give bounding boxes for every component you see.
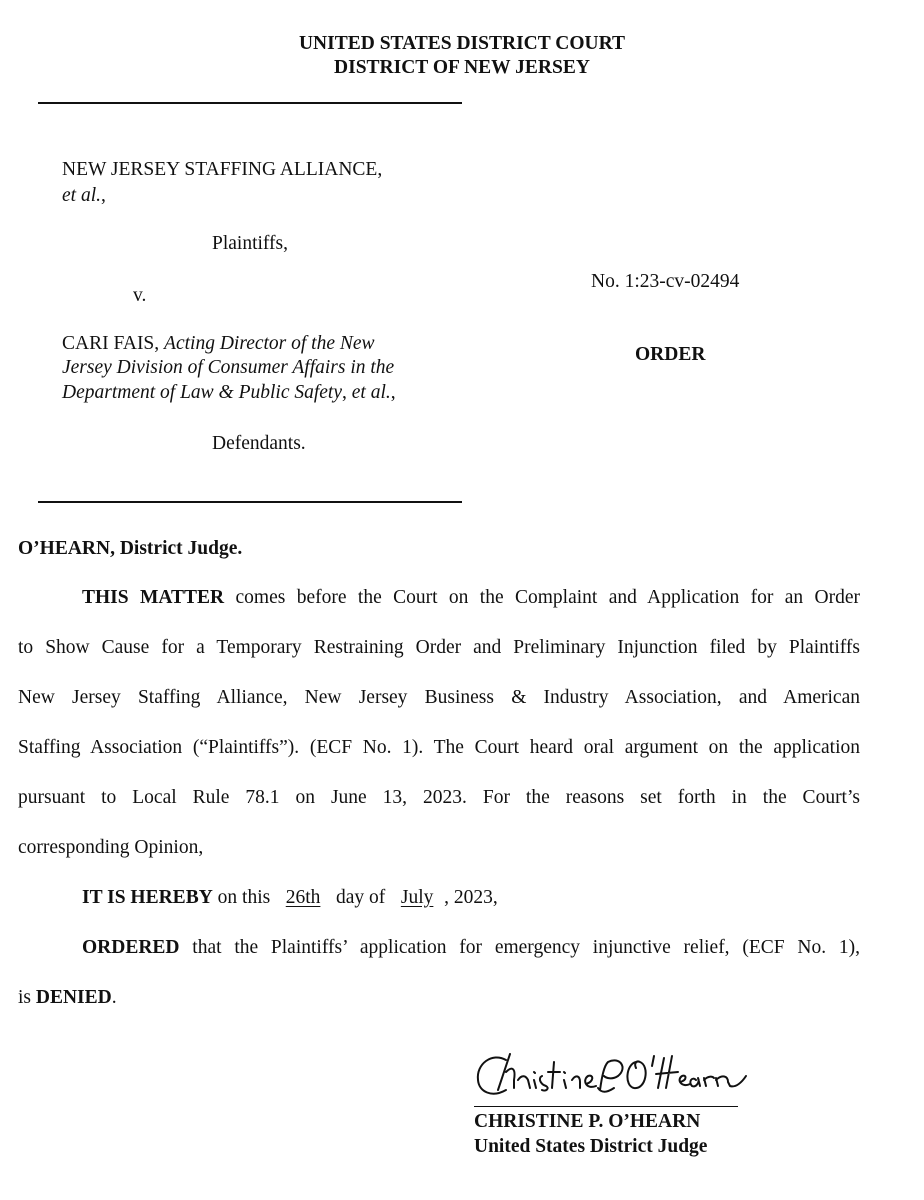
ordered-bold: ORDERED bbox=[82, 937, 180, 958]
signature-stroke-apostrophe bbox=[652, 1056, 654, 1066]
court-district-line: DISTRICT OF NEW JERSEY bbox=[334, 57, 590, 79]
body-paragraph-1-line-5: pursuant to Local Rule 78.1 on June 13, 2023. For the reasons set forth in the Court’s bbox=[18, 787, 860, 808]
body-paragraph-1-line-2: to Show Cause for a Temporary Restraining Order and Preliminary Injunction filed by Plaintiffs bbox=[18, 637, 860, 658]
signature-drawing bbox=[468, 1046, 748, 1104]
document-type: ORDER bbox=[635, 344, 706, 365]
p2-text2: day of bbox=[335, 887, 386, 908]
signature-stroke-o bbox=[627, 1061, 645, 1088]
signature-stroke-p bbox=[598, 1060, 623, 1091]
plaintiff-etal-punct: , bbox=[101, 185, 106, 206]
body-paragraph-2 bbox=[18, 886, 860, 910]
caption-bottom-rule bbox=[38, 501, 462, 503]
day-blank: 26th bbox=[285, 887, 321, 908]
plaintiff-name bbox=[62, 158, 382, 182]
plaintiffs-label: Plaintiffs, bbox=[212, 233, 289, 254]
case-number: No. 1:23-cv-02494 bbox=[591, 271, 740, 292]
body-paragraph-3-line-1 bbox=[18, 936, 860, 960]
defendant-etal-punct: , bbox=[390, 381, 396, 403]
body-paragraph-1-line-1 bbox=[18, 586, 860, 610]
judge-heading: O’HEARN, District Judge. bbox=[18, 538, 243, 559]
it-is-hereby-bold: IT IS HEREBY bbox=[82, 887, 213, 908]
signature-stroke-last-name bbox=[656, 1056, 746, 1088]
body-paragraph-1-line-4: Staffing Association (“Plaintiffs”). (ECF No. 1). The Court heard oral argument on the application bbox=[18, 737, 860, 758]
defendant-name: CARI FAIS, bbox=[62, 333, 160, 354]
p3-line2-pre: is bbox=[18, 987, 32, 1008]
p2-text1: on this bbox=[217, 887, 271, 908]
defendant-block bbox=[62, 332, 396, 405]
p3-line1-text: that the Plaintiffs’ application for emergency injunctive relief, (ECF No. 1), bbox=[192, 937, 860, 958]
defendants-label: Defendants. bbox=[212, 433, 306, 454]
this-matter-bold: THIS MATTER bbox=[82, 587, 225, 608]
caption-top-rule bbox=[38, 102, 462, 104]
defendant-title-3-punct: , bbox=[342, 381, 347, 403]
court-name bbox=[0, 32, 924, 81]
signature-stroke-first-name bbox=[498, 1054, 596, 1091]
signatory-title: United States District Judge bbox=[474, 1136, 708, 1157]
body-paragraph-1-line-6: corresponding Opinion, bbox=[18, 837, 204, 858]
versus: v. bbox=[133, 285, 147, 306]
plaintiff-name-text: NEW JERSEY STAFFING ALLIANCE, bbox=[62, 159, 383, 180]
signature-line bbox=[474, 1106, 738, 1107]
body-paragraph-1-line-3: New Jersey Staffing Alliance, New Jersey Business & Industry Association, and American bbox=[18, 687, 860, 708]
denied-bold: DENIED bbox=[35, 987, 112, 1008]
month-blank: July bbox=[400, 887, 434, 908]
handwritten-signature bbox=[468, 1046, 748, 1104]
defendant-line-1 bbox=[62, 332, 396, 356]
plaintiff-etal bbox=[62, 184, 106, 208]
defendant-etal: et al. bbox=[351, 381, 391, 403]
p3-line2-post: . bbox=[111, 987, 117, 1008]
signatory-name: CHRISTINE P. O’HEARN bbox=[474, 1111, 701, 1132]
plaintiff-etal-text: et al. bbox=[62, 185, 101, 206]
p2-text3: , 2023, bbox=[444, 887, 498, 908]
p1-line1-text: comes before the Court on the Complaint and Application for an Order bbox=[235, 587, 861, 608]
defendant-title-3: Department of Law & Public Safety bbox=[62, 381, 343, 403]
defendant-title-2: Jersey Division of Consumer Affairs in the bbox=[62, 357, 395, 379]
defendant-title-1: Acting Director of the New bbox=[164, 333, 375, 354]
court-name-line1: UNITED STATES DISTRICT COURT bbox=[298, 33, 626, 54]
defendant-line-3 bbox=[62, 381, 396, 405]
body-paragraph-3-line-2 bbox=[18, 986, 860, 1010]
